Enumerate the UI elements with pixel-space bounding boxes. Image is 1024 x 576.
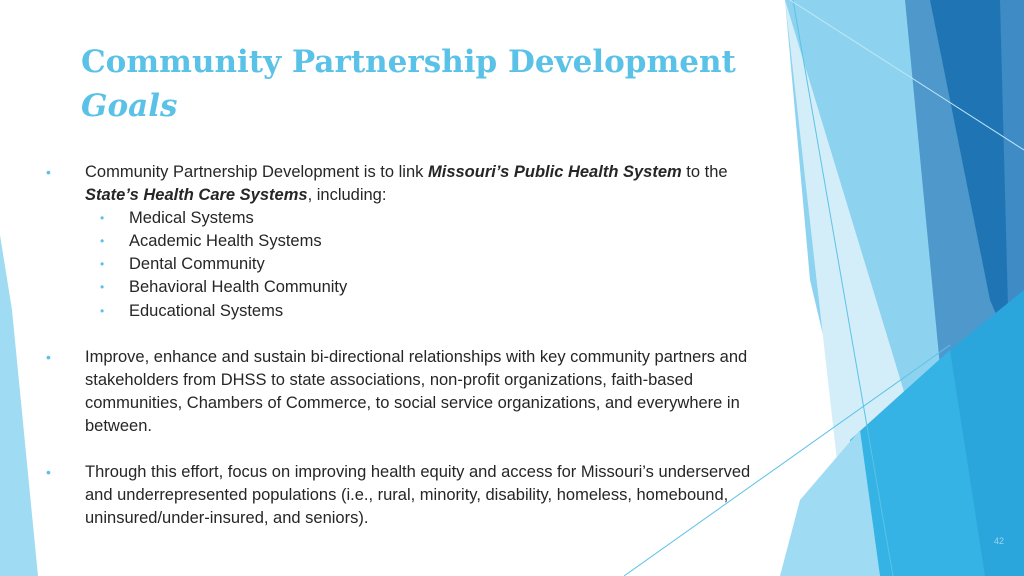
title-line-2: Goals: [81, 88, 178, 124]
bullet-marker: •: [46, 348, 51, 365]
page-number: 42: [993, 536, 1004, 546]
sub-bullet-marker: •: [100, 280, 105, 295]
paragraph-spacer: [40, 323, 770, 346]
sub-bullet-marker: •: [100, 211, 105, 226]
bullet-marker: •: [46, 464, 51, 481]
sub-bullet-marker: •: [100, 257, 105, 272]
list-item-label: Behavioral Health Community: [129, 278, 348, 297]
bullet-1-intro: Community Partnership Development is to link: [85, 163, 428, 181]
health-care-systems-list: [85, 207, 770, 322]
bullet-2-text: Improve, enhance and sustain bi-directional relationships with key community partners and stakeholders from DHSS to state associations, non-profit organizations, faith-based communities, Chambers of Commerce, to social service organizations, and everywhere in between.: [85, 347, 748, 435]
bullet-marker: •: [46, 164, 51, 180]
bullet-relationships: [40, 346, 770, 438]
list-item-label: Educational Systems: [129, 301, 284, 320]
sub-bullet-marker: •: [100, 303, 105, 318]
bullet-1-outro: , including:: [307, 186, 387, 205]
list-item: [85, 276, 770, 299]
list-item-label: Academic Health Systems: [129, 232, 322, 251]
bullet-1-mid: to the: [681, 163, 728, 181]
bullet-1-emphasis-public-health: Missouri’s Public Health System: [427, 163, 682, 181]
list-item: [85, 207, 770, 230]
bullet-health-equity: [40, 461, 770, 530]
list-item-label: Dental Community: [129, 255, 265, 274]
list-item-label: Medical Systems: [129, 209, 254, 228]
slide-body: [40, 161, 770, 530]
paragraph-spacer: [40, 438, 770, 461]
sub-bullet-marker: •: [100, 234, 105, 249]
list-item: [85, 300, 770, 323]
bullet-1-emphasis-health-care: State’s Health Care Systems: [85, 186, 308, 205]
title-line-1: Community Partnership Development: [81, 44, 736, 80]
list-item: [85, 230, 770, 253]
list-item: [85, 253, 770, 276]
bullet-3-text: Through this effort, focus on improving health equity and access for Missouri’s underserved and underrepresented populations (i.e., rural, minority, disability, homeless, homebound, uninsured/under-insured, and seniors).: [85, 463, 751, 528]
slide-title: [81, 40, 741, 128]
shape-left-edge-strip: [0, 235, 38, 576]
bullet-link-systems: [40, 161, 770, 323]
